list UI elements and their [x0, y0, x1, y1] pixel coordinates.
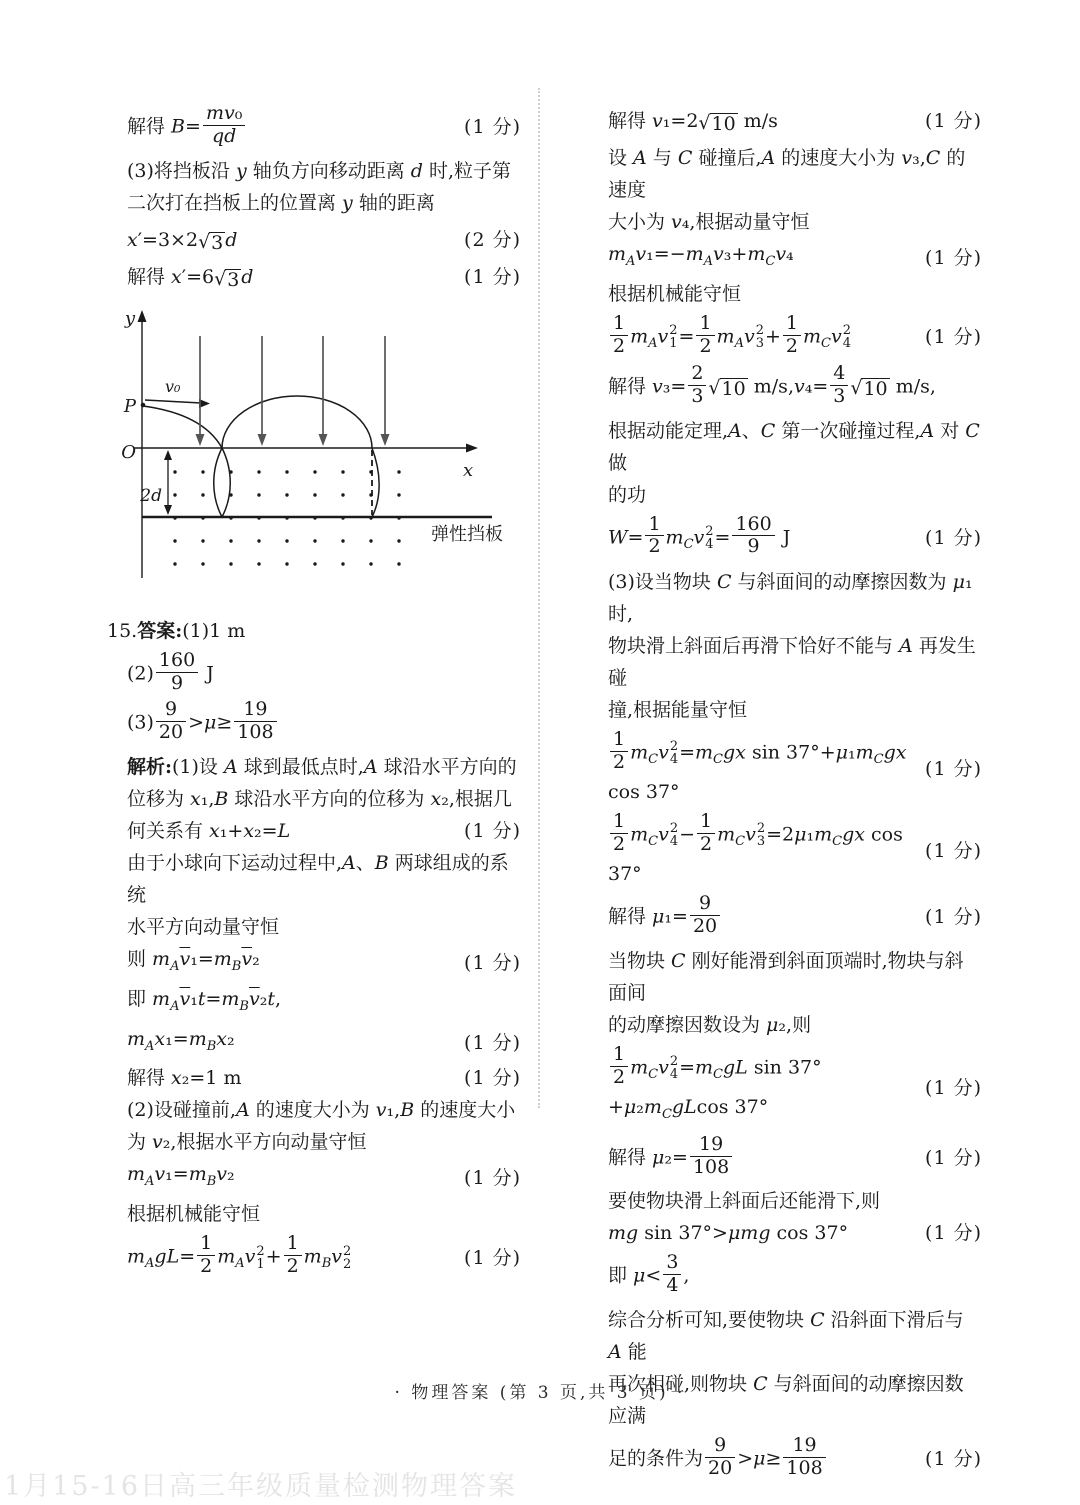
score-label: (1 分): [464, 1246, 521, 1269]
field-dot: [173, 562, 176, 565]
score-label: (1 分): [925, 1077, 982, 1100]
field-dot: [397, 562, 400, 565]
baffle-label: 弹性挡板: [431, 523, 503, 545]
formula-line: [588, 892, 982, 940]
field-dot: [369, 470, 372, 473]
score-label: (1 分): [464, 1167, 521, 1190]
formula-line: [588, 809, 982, 890]
text-line: [107, 187, 521, 219]
text-line: [588, 694, 982, 726]
field-dot: [285, 516, 288, 519]
field-dot: [173, 493, 176, 496]
text-line: [588, 1009, 982, 1041]
trajectory-figure: [105, 303, 521, 603]
trajectory-diagram: [105, 303, 525, 593]
line-content: 解得 v₁=2√ 10 m/s: [608, 110, 778, 135]
formula-line: [588, 1132, 982, 1181]
field-dot: [313, 562, 316, 565]
line-content: 解得 μ₁= $\frac{9}{20}$: [608, 895, 722, 940]
text-line: [588, 1251, 982, 1299]
line-content: 再次相碰,则物块 C 与斜面间的动摩擦因数应满: [608, 1373, 964, 1428]
score-label: (1 分): [464, 265, 521, 288]
column-divider: [538, 88, 540, 1108]
x-axis-arrowhead: [466, 443, 478, 452]
formula-line: [588, 727, 982, 808]
field-dot: [257, 470, 260, 473]
field-dot: [257, 516, 260, 519]
field-dot: [397, 539, 400, 542]
score-label: (2 分): [464, 228, 521, 251]
text-line: [588, 206, 982, 238]
line-content: 由于小球向下运动过程中,A、B 两球组成的系统: [127, 852, 509, 907]
text-line: [107, 615, 521, 647]
field-arrowhead: [258, 434, 267, 446]
formula-line: [107, 1062, 521, 1094]
line-content: 15.答案:(1)1 m: [107, 619, 246, 642]
field-dot: [313, 539, 316, 542]
origin-label: O: [121, 441, 136, 463]
depth-arrowhead-bottom: [164, 505, 172, 515]
text-line: [107, 698, 521, 746]
field-dot: [341, 493, 344, 496]
text-line: [588, 361, 982, 410]
text-line: [107, 1094, 521, 1126]
formula-line: [107, 224, 521, 256]
field-dot: [341, 470, 344, 473]
text-line: [588, 142, 982, 206]
field-dot: [313, 516, 316, 519]
y-axis-arrowhead: [138, 310, 147, 322]
line-content: 何关系有 x₁+x₂=L: [127, 820, 291, 843]
watermark-text: 1月15-16日高三年级质量检测物理答案: [4, 1471, 518, 1502]
line-content: 综合分析可知,要使物块 C 沿斜面下滑后与 A 能: [608, 1309, 964, 1364]
score-label: (1 分): [925, 246, 982, 269]
formula-line: [107, 1158, 521, 1198]
line-content: $\frac{1}{2}$ $m_Av$ 2 1 = $\frac{1}{2}$ $m_Av$ 2 3 + $\frac{1}{2}$ $m_Cv$ 2 4: [608, 315, 852, 360]
formula-line: [107, 1232, 521, 1280]
field-dot: [257, 562, 260, 565]
field-dot: [201, 493, 204, 496]
field-dot: [313, 493, 316, 496]
field-dot: [369, 562, 372, 565]
field-dot: [201, 539, 204, 542]
text-line: [107, 983, 521, 1023]
formula-line: [588, 311, 982, 360]
formula-line: [107, 815, 521, 847]
field-dot: [341, 562, 344, 565]
field-dot: [201, 562, 204, 565]
line-content: 足的条件为 $\frac{9}{20}$ >μ≥ $\frac{19}{108}$: [608, 1437, 828, 1482]
score-label: (1 分): [925, 110, 982, 132]
field-dot: [313, 470, 316, 473]
field-dot: [173, 539, 176, 542]
field-dot: [229, 539, 232, 542]
field-dot: [341, 539, 344, 542]
x-axis-label: x: [463, 459, 474, 481]
line-content: 根据动能定理,A、C 第一次碰撞过程,A 对 C 做: [608, 419, 980, 474]
formula-line: [107, 261, 521, 293]
field-dot: [285, 562, 288, 565]
depth-label: 2d: [140, 485, 162, 506]
score-label: (1 分): [464, 116, 521, 139]
line-content: 即 μ< $\frac{3}{4}$ ,: [608, 1251, 690, 1297]
line-content: 则 $m_A\overline{v}_1=m_B\overline{v}_2$: [127, 948, 260, 974]
field-arrowhead: [196, 434, 205, 446]
text-line: [107, 911, 521, 943]
line-content: 根据机械能守恒: [127, 1203, 261, 1226]
field-dot: [285, 539, 288, 542]
line-content: 位移为 x₁,B 球沿水平方向的位移为 x₂,根据几: [127, 788, 512, 811]
text-line: [107, 751, 521, 783]
field-dot: [285, 470, 288, 473]
formula-line: [588, 1434, 982, 1482]
field-dot: [397, 516, 400, 519]
start-point-label: P: [123, 395, 136, 417]
line-content: 的动摩擦因数设为 μ₂,则: [608, 1013, 812, 1036]
text-line: [588, 278, 982, 310]
line-content: 为 v₂,根据水平方向动量守恒: [127, 1131, 367, 1154]
field-dot: [397, 493, 400, 496]
line-content: $m_Av_1=m_Bv_2$: [127, 1163, 235, 1190]
line-content: $\frac{1}{2}$ $m_Cv$ 2 4 $=m_CgL$ $\sin 37^\circ+\mu_2m_CgLcos$ 37°: [608, 1042, 822, 1122]
right-arc-path: [372, 448, 379, 517]
initial-velocity-label: v₀: [165, 376, 181, 396]
line-content: $\frac{1}{2}$ $m_Cv$ 2 4 − $\frac{1}{2}$ $m_Cv$ 2 3 $=2\mu_1m_Cgx$ cos 37°: [608, 809, 903, 886]
text-line: [107, 847, 521, 911]
text-line: [107, 1198, 521, 1230]
line-content: 大小为 v₄,根据动量守恒: [608, 211, 810, 233]
line-content: 撞,根据能量守恒: [608, 698, 748, 721]
text-line: [588, 1185, 982, 1217]
text-line: [588, 566, 982, 630]
field-dot: [229, 470, 232, 473]
line-content: 解得 B= $\frac{\text{mv₀}}{qd}$: [127, 105, 247, 150]
line-content: 的功: [608, 483, 647, 506]
score-label: (1 分): [464, 951, 521, 974]
v0-arrow: [145, 400, 201, 403]
text-line: [107, 1126, 521, 1158]
line-content: (3)将挡板沿 y 轴负方向移动距离 d 时,粒子第: [127, 159, 512, 182]
field-dot: [201, 470, 204, 473]
line-content: (3)设当物块 C 与斜面间的动摩擦因数为 μ₁ 时,: [608, 570, 973, 625]
page-footer: · 物理答案 (第 3 页,共 3 页) ·: [394, 1383, 686, 1403]
text-line: [588, 945, 982, 1009]
field-dot: [229, 493, 232, 496]
field-dot: [369, 516, 372, 519]
field-dot: [397, 470, 400, 473]
field-dot: [285, 493, 288, 496]
text-line: [588, 630, 982, 694]
score-label: (1 分): [925, 1147, 982, 1170]
line-content: (2)设碰撞前,A 的速度大小为 v₁,B 的速度大小: [127, 1099, 516, 1122]
field-arrowhead: [381, 434, 390, 446]
score-label: (1 分): [925, 326, 982, 349]
line-content: 水平方向动量守恒: [127, 916, 280, 939]
field-dot: [257, 493, 260, 496]
parabola-path: [143, 406, 222, 448]
line-content: x′=3×2√ 3 d: [127, 228, 238, 254]
field-dot: [201, 516, 204, 519]
formula-line: [588, 1217, 982, 1249]
score-label: (1 分): [925, 1222, 982, 1245]
field-dot: [369, 539, 372, 542]
y-axis-label: y: [124, 307, 135, 329]
score-label: (1 分): [925, 527, 982, 550]
electric-field-arrows: [196, 336, 390, 446]
line-content: (3) $\frac{9}{20}$ >μ≥ $\frac{19}{108}$: [127, 701, 279, 746]
line-content: (2) $\frac{160}{9}$ J: [127, 648, 214, 694]
field-dot: [257, 539, 260, 542]
formula-line: [588, 105, 982, 137]
line-content: 解析:(1)设 A 球到最低点时,A 球沿水平方向的: [127, 756, 517, 779]
field-dot: [229, 562, 232, 565]
text-line: [588, 415, 982, 479]
field-dot: [173, 516, 176, 519]
lens-path: [214, 448, 231, 517]
line-content: 当物块 C 刚好能滑到斜面顶端时,物块与斜面间: [608, 949, 964, 1004]
score-label: (1 分): [464, 1031, 521, 1054]
text-line: [588, 1304, 982, 1368]
formula-line: [588, 238, 982, 278]
formula-line: [107, 1023, 521, 1063]
line-content: 要使物块滑上斜面后还能滑下,则: [608, 1190, 881, 1213]
line-content: $m_Ax_1=m_Bx_2$: [127, 1027, 235, 1054]
text-line: [107, 155, 521, 187]
text-line: [588, 479, 982, 511]
text-line: [107, 783, 521, 815]
score-label: (1 分): [925, 758, 982, 781]
line-content: 解得 x₂=1 m: [127, 1067, 242, 1090]
line-content: 根据机械能守恒: [608, 282, 742, 305]
formula-line: [107, 102, 521, 150]
field-dot: [369, 493, 372, 496]
field-arrowhead: [319, 434, 328, 446]
line-content: 解得 μ₂= $\frac{19}{108}$: [608, 1136, 734, 1181]
score-label: (1 分): [925, 1448, 982, 1471]
text-line: [107, 648, 521, 697]
score-label: (1 分): [925, 906, 982, 929]
line-content: 物块滑上斜面后再滑下恰好不能与 A 再发生碰: [608, 634, 976, 689]
left-column: [107, 100, 521, 1285]
line-content: 二次打在挡板上的位置离 y 轴的距离: [127, 191, 435, 214]
score-label: (1 分): [925, 840, 982, 863]
line-content: 解得 v₃= $\frac{2}{3}$ √ 10 m/s,v₄= $\frac{4}{3}$ √ 10 m/s,: [608, 361, 936, 407]
score-label: (1 分): [464, 820, 521, 843]
line-content: mg sin 37°>μmg cos 37°: [608, 1222, 849, 1245]
line-content: 设 A 与 C 碰撞后,A 的速度大小为 v₃,C 的速度: [608, 147, 966, 201]
field-dot: [173, 470, 176, 473]
right-column: [588, 100, 982, 1487]
formula-line: [107, 943, 521, 983]
field-dot: [229, 516, 232, 519]
upper-arc-path: [222, 396, 372, 448]
line-content: 解得 x′=6√ 3 d: [127, 265, 254, 291]
line-content: $m_AgL=$ $\frac{1}{2}$ $m_Av$ 2 1 + $\frac{1}{2}$ $m_Bv$ 2 2: [127, 1232, 352, 1278]
score-label: (1 分): [464, 1067, 521, 1090]
formula-line: [588, 1042, 982, 1131]
line-content: $\frac{1}{2}$ $m_Cv$ 2 4 $=m_Cgx$ $\sin 37^\circ+\mu_1m_Cgx$ cos 37°: [608, 727, 907, 803]
line-content: 即 $m_A\overline{v}_1t=m_B\overline{v}_2t$,: [127, 987, 282, 1014]
formula-line: [588, 512, 982, 561]
line-content: W= $\frac{1}{2}$ $m_Cv$ 2 4 = $\frac{160}{9}$ J: [608, 512, 791, 558]
field-dot: [341, 516, 344, 519]
line-content: $m_Av_1=-m_Av_3+m_Cv_4$: [608, 243, 794, 269]
depth-arrowhead-top: [164, 450, 172, 460]
